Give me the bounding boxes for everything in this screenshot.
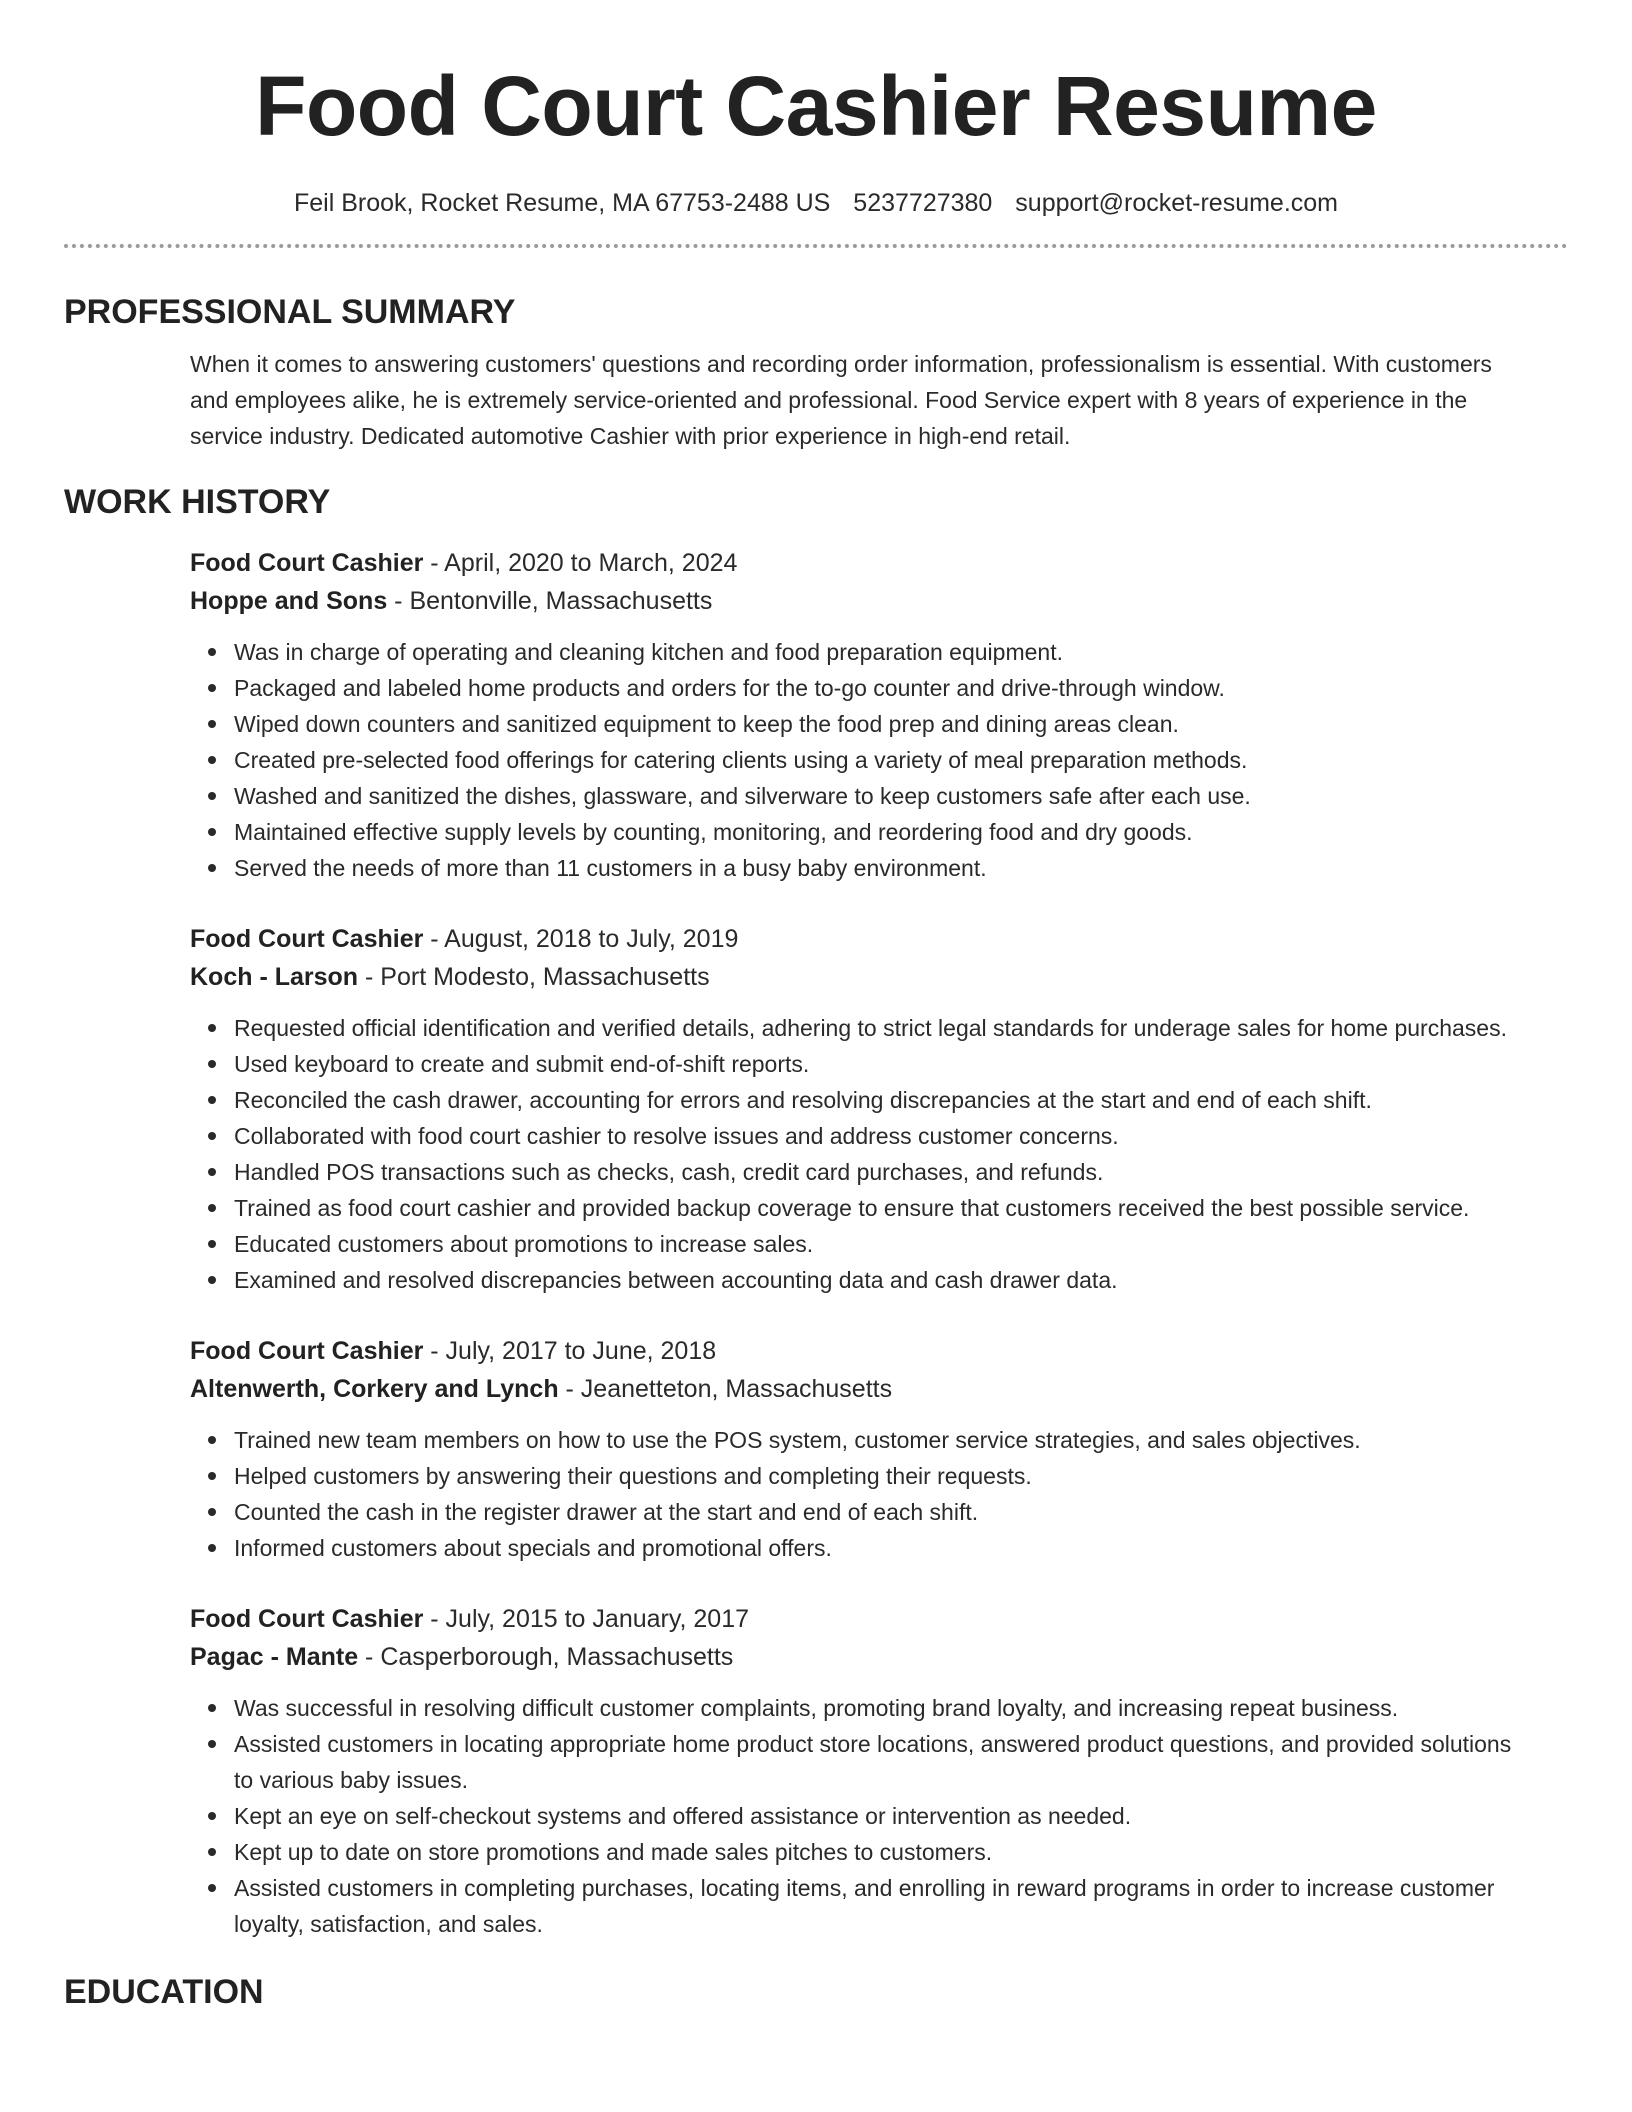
job-bullets (190, 634, 1568, 886)
job-bullet: Helped customers by answering their questions and completing their requests. (234, 1458, 1534, 1494)
job-title-line (190, 1600, 1568, 1638)
job-dates: - July, 2015 to January, 2017 (423, 1605, 750, 1633)
job-bullet: Educated customers about promotions to increase sales. (234, 1226, 1534, 1262)
job-bullet: Used keyboard to create and submit end-of-shift reports. (234, 1046, 1534, 1082)
professional-summary-section (64, 290, 1568, 454)
job-title-line (190, 1332, 1568, 1370)
resume-title: Food Court Cashier Resume (255, 59, 1377, 153)
section-heading-work: WORK HISTORY (64, 483, 331, 521)
job-company-line (190, 958, 1568, 996)
job-bullet: Assisted customers in locating appropriate home product store locations, answered product questions, and provided solutions to various baby issues. (234, 1726, 1534, 1798)
job-location: - Casperborough, Massachusetts (358, 1643, 734, 1671)
job-bullet: Was in charge of operating and cleaning kitchen and food preparation equipment. (234, 634, 1534, 670)
job-bullet: Maintained effective supply levels by counting, monitoring, and reordering food and dry goods. (234, 814, 1534, 850)
job-dates: - July, 2017 to June, 2018 (423, 1337, 717, 1365)
job-bullets (190, 1422, 1568, 1566)
job-bullet: Handled POS transactions such as checks, cash, credit card purchases, and refunds. (234, 1154, 1534, 1190)
job-title: Food Court Cashier (190, 925, 424, 953)
job-bullet: Trained new team members on how to use the POS system, customer service strategies, and sales objectives. (234, 1422, 1534, 1458)
job-entry (190, 544, 1568, 886)
job-dates: - August, 2018 to July, 2019 (423, 925, 739, 953)
job-company: Pagac - Mante (190, 1643, 359, 1671)
job-company-line (190, 1370, 1568, 1408)
job-bullet: Washed and sanitized the dishes, glassware, and silverware to keep customers safe after each use. (234, 778, 1534, 814)
job-location: - Jeanetteton, Massachusetts (558, 1375, 893, 1403)
job-bullet: Packaged and labeled home products and orders for the to-go counter and drive-through window. (234, 670, 1534, 706)
job-company: Altenwerth, Corkery and Lynch (190, 1375, 559, 1403)
job-bullet: Kept an eye on self-checkout systems and offered assistance or intervention as needed. (234, 1798, 1534, 1834)
resume-page (64, 0, 1568, 2014)
job-bullet: Wiped down counters and sanitized equipment to keep the food prep and dining areas clean. (234, 706, 1534, 742)
job-location: - Port Modesto, Massachusetts (358, 963, 710, 991)
contact-email: support@rocket-resume.com (1015, 189, 1339, 217)
contact-address: Feil Brook, Rocket Resume, MA 67753-2488 US (293, 189, 831, 217)
job-company-line (190, 582, 1568, 620)
job-title: Food Court Cashier (190, 1605, 424, 1633)
job-bullets (190, 1010, 1568, 1298)
header-divider (64, 244, 1568, 248)
contact-line (64, 186, 1568, 220)
job-title-line (190, 544, 1568, 582)
job-bullet: Created pre-selected food offerings for catering clients using a variety of meal preparation methods. (234, 742, 1534, 778)
job-dates: - April, 2020 to March, 2024 (423, 549, 738, 577)
contact-phone: 5237727380 (853, 189, 993, 217)
job-bullet: Informed customers about specials and promotional offers. (234, 1530, 1534, 1566)
job-title-line (190, 920, 1568, 958)
job-bullet: Collaborated with food court cashier to resolve issues and address customer concerns. (234, 1118, 1534, 1154)
job-bullet: Counted the cash in the register drawer at the start and end of each shift. (234, 1494, 1534, 1530)
summary-text: When it comes to answering customers' questions and recording order information, professionalism is essential. With customers and employees alike, he is extremely service-oriented and professional. Food Service expert with 8 years of experience in the service industry. Dedicated automotive Cashier with prior experience in high-end retail. (190, 351, 1492, 449)
job-entry (190, 920, 1568, 1298)
job-company: Hoppe and Sons (190, 587, 388, 615)
job-bullet: Was successful in resolving difficult customer complaints, promoting brand loyalty, and increasing repeat business. (234, 1690, 1534, 1726)
job-company: Koch - Larson (190, 963, 359, 991)
job-bullet: Served the needs of more than 11 customers in a busy baby environment. (234, 850, 1534, 886)
education-section (64, 1970, 1568, 2014)
job-bullets (190, 1690, 1568, 1942)
job-bullet: Kept up to date on store promotions and made sales pitches to customers. (234, 1834, 1534, 1870)
job-bullet: Reconciled the cash drawer, accounting for errors and resolving discrepancies at the start and end of each shift. (234, 1082, 1534, 1118)
section-heading-summary: PROFESSIONAL SUMMARY (64, 293, 516, 331)
job-bullet: Assisted customers in completing purchases, locating items, and enrolling in reward programs in order to increase customer loyalty, satisfaction, and sales. (234, 1870, 1534, 1942)
job-location: - Bentonville, Massachusetts (387, 587, 713, 615)
job-title: Food Court Cashier (190, 1337, 424, 1365)
section-heading-education: EDUCATION (64, 1973, 264, 2011)
job-entry (190, 1600, 1568, 1942)
job-bullet: Requested official identification and verified details, adhering to strict legal standards for underage sales for home purchases. (234, 1010, 1534, 1046)
job-title: Food Court Cashier (190, 549, 424, 577)
work-history-section (64, 480, 1568, 1942)
job-bullet: Examined and resolved discrepancies between accounting data and cash drawer data. (234, 1262, 1534, 1298)
job-company-line (190, 1638, 1568, 1676)
job-entry (190, 1332, 1568, 1566)
job-bullet: Trained as food court cashier and provided backup coverage to ensure that customers received the best possible service. (234, 1190, 1534, 1226)
